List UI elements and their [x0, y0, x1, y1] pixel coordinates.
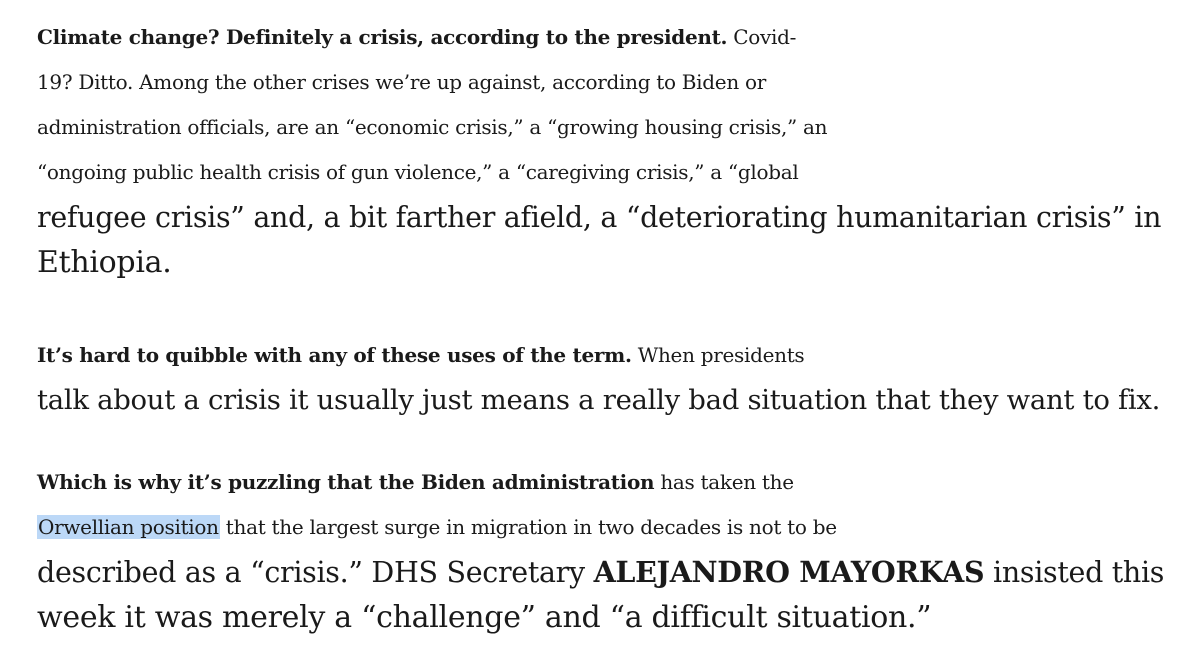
text-line	[37, 15, 1161, 60]
paragraph-climate	[37, 15, 1161, 285]
text-line: “ongoing public health crisis of gun violence,” a “caregiving crisis,” a “global	[37, 160, 799, 184]
person-name: ALEJANDRO MAYORKAS	[593, 555, 985, 589]
body-text: that the largest surge in migration in two decades is not to be	[219, 515, 837, 539]
text-line: administration officials, are an “economic crisis,” a “growing housing crisis,” an	[37, 115, 828, 139]
text-line	[37, 333, 1160, 378]
paragraph-puzzling	[37, 460, 1164, 640]
text-line	[37, 550, 1164, 595]
highlighted-link[interactable]: Orwellian position	[38, 515, 219, 539]
body-text: insisted this	[984, 556, 1165, 589]
lead-in: Which is why it’s puzzling that the Biden administration	[37, 470, 655, 494]
lead-in: Climate change? Definitely a crisis, according to the president.	[37, 25, 728, 49]
body-text: has taken the	[654, 470, 794, 494]
paragraph-quibble	[37, 333, 1160, 423]
text-line: 19? Ditto. Among the other crises we’re up against, according to Biden or	[37, 70, 766, 94]
body-text: When presidents	[631, 343, 805, 367]
text-line	[37, 460, 1164, 505]
text-line: talk about a crisis it usually just means a really bad situation that they want to fix.	[37, 384, 1161, 416]
text-line: Ethiopia.	[37, 245, 172, 280]
body-text: described as a “crisis.” DHS Secretary	[37, 556, 594, 589]
text-line: refugee crisis” and, a bit farther afield, a “deteriorating humanitarian crisis” in	[37, 201, 1162, 234]
text-line: week it was merely a “challenge” and “a difficult situation.”	[37, 600, 932, 635]
lead-in: It’s hard to quibble with any of these uses of the term.	[37, 343, 632, 367]
body-text: Covid-	[727, 25, 797, 49]
text-line	[37, 505, 1164, 550]
